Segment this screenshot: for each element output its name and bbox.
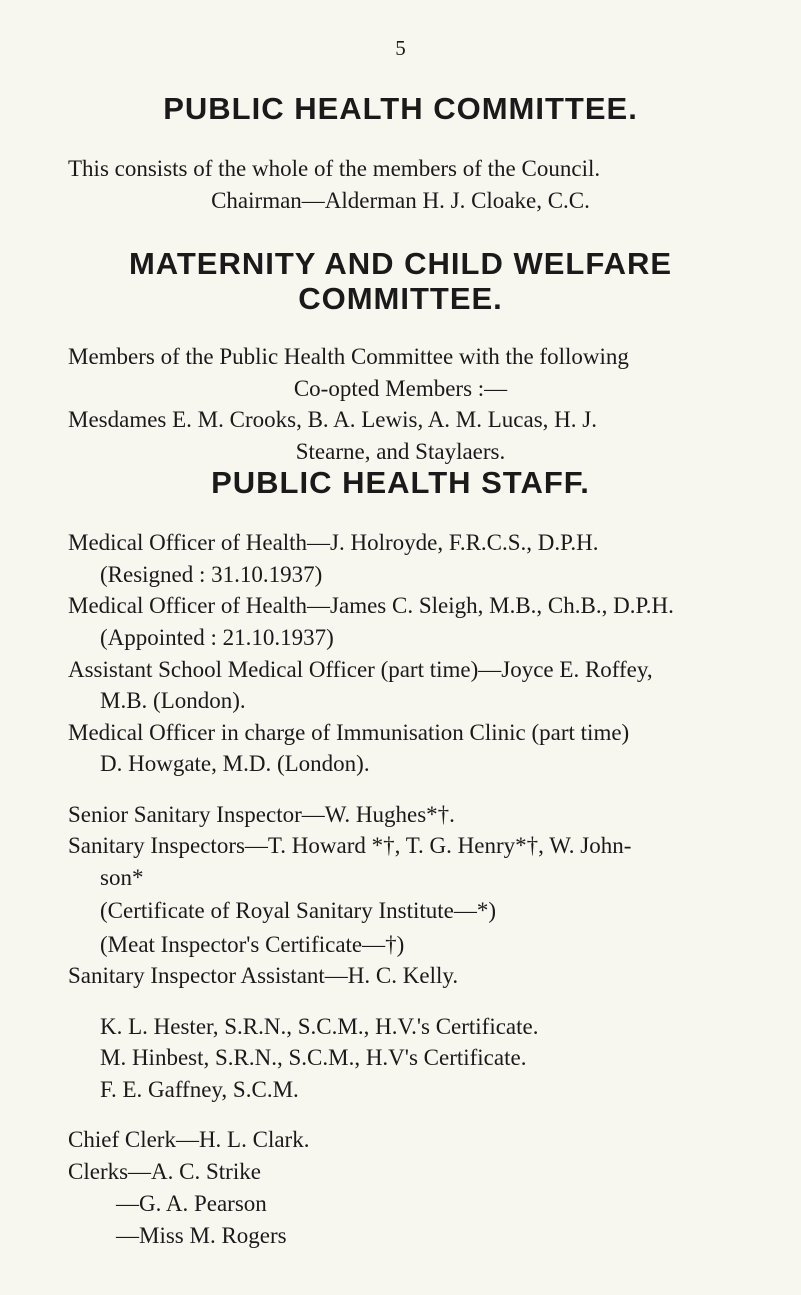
staff-line: Chief Clerk—H. L. Clark. [68, 1127, 310, 1152]
mcw-members-line: Mesdames E. M. Crooks, B. A. Lewis, A. M. Lucas, H. J. [68, 407, 597, 432]
phc-text-line: This consists of the whole of the members of the Council. [68, 156, 601, 181]
staff-line: —G. A. Pearson [116, 1191, 267, 1216]
mcw-text-line: Members of the Public Health Committee with the following [68, 344, 629, 369]
staff-line: K. L. Hester, S.R.N., S.C.M., H.V.'s Certificate. [100, 1014, 539, 1039]
staff-line: M. Hinbest, S.R.N., S.C.M., H.V's Certificate. [100, 1045, 527, 1070]
staff-line: Clerks—A. C. Strike [68, 1159, 261, 1184]
mcw-text-line: Co-opted Members :— [293, 376, 508, 401]
heading-maternity-line1: MATERNITY AND CHILD WELFARE [128, 246, 673, 281]
page-number: 5 [395, 36, 406, 60]
staff-line: —Miss M. Rogers [116, 1223, 287, 1248]
staff-line: Sanitary Inspectors—T. Howard *†, T. G. Henry*†, W. John- [68, 833, 632, 858]
staff-line: (Appointed : 21.10.1937) [100, 625, 334, 650]
heading-maternity-line2: COMMITTEE. [298, 281, 503, 316]
staff-line: Medical Officer in charge of Immunisation Clinic (part time) [68, 720, 630, 745]
staff-line: (Resigned : 31.10.1937) [100, 562, 323, 587]
staff-line: Senior Sanitary Inspector—W. Hughes*†. [68, 802, 455, 827]
phc-chairman-line: Chairman—Alderman H. J. Cloake, C.C. [211, 188, 590, 213]
staff-line: (Meat Inspector's Certificate—†) [100, 932, 405, 957]
staff-line: Assistant School Medical Officer (part time)—Joyce E. Roffey, [68, 657, 653, 682]
staff-line: (Certificate of Royal Sanitary Institute—*) [100, 898, 496, 923]
heading-public-health-committee: PUBLIC HEALTH COMMITTEE. [163, 91, 638, 126]
staff-line: son* [100, 865, 144, 890]
heading-public-health-staff: PUBLIC HEALTH STAFF. [211, 465, 590, 500]
mcw-members-line: Stearne, and Staylaers. [295, 439, 506, 464]
staff-line: Medical Officer of Health—James C. Sleigh, M.B., Ch.B., D.P.H. [68, 593, 674, 618]
staff-line: Sanitary Inspector Assistant—H. C. Kelly. [68, 963, 459, 988]
staff-line: Medical Officer of Health—J. Holroyde, F.R.C.S., D.P.H. [68, 530, 599, 555]
staff-line: M.B. (London). [100, 688, 246, 713]
staff-line: D. Howgate, M.D. (London). [100, 751, 370, 776]
staff-line: F. E. Gaffney, S.C.M. [100, 1077, 299, 1102]
